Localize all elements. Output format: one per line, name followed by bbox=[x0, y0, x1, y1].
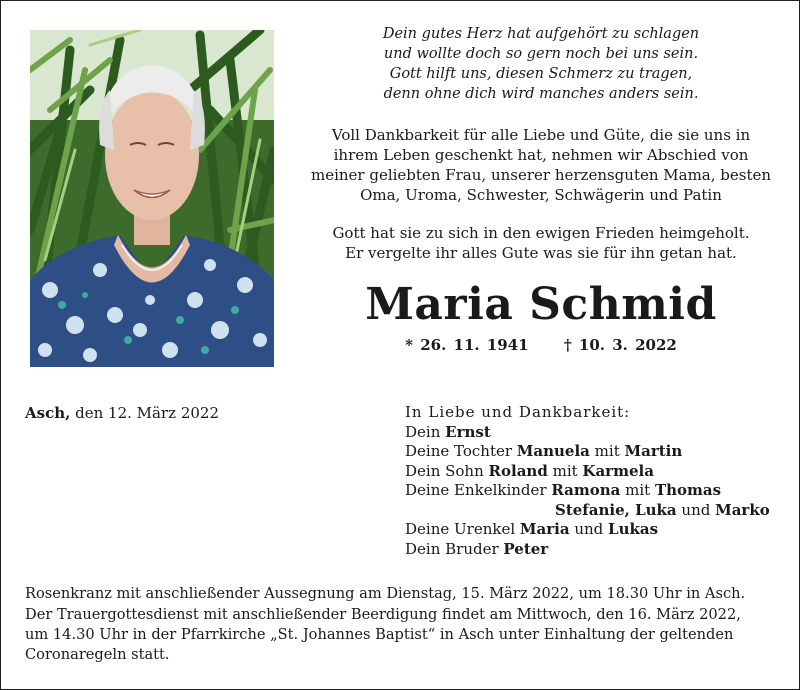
poem-line: und wollte doch so gern noch bei uns sein. bbox=[383, 46, 699, 62]
service-line: Rosenkranz mit anschließender Aussegnung am Dienstag, 15. März 2022, um 18.30 Uhr in Asch. bbox=[25, 585, 746, 602]
mourner-name: Ernst bbox=[445, 422, 491, 441]
mourner-line bbox=[405, 540, 770, 560]
notice-date: den 12. März 2022 bbox=[75, 404, 219, 422]
mourner-name: Maria bbox=[519, 520, 570, 538]
place: Asch, bbox=[25, 404, 71, 422]
mourner-name: Marko bbox=[715, 500, 770, 519]
relation-text: Deine Urenkel bbox=[405, 520, 520, 538]
memorial-poem bbox=[301, 24, 781, 104]
mourners-intro: In Liebe und Dankbarkeit: bbox=[405, 403, 631, 421]
mourner-name: Lukas bbox=[608, 520, 659, 538]
mourner-line bbox=[405, 442, 770, 462]
connector-text: mit bbox=[547, 461, 583, 480]
mourner-line bbox=[405, 481, 770, 501]
poem-line: Dein gutes Herz hat aufgehört zu schlagen bbox=[382, 26, 700, 42]
relation-text: Deine Tochter bbox=[405, 442, 517, 460]
mourner-name: Thomas bbox=[654, 481, 722, 499]
paragraph-line: Oma, Uroma, Schwester, Schwägerin und Patin bbox=[360, 186, 722, 204]
birth-date: * 26. 11. 1941 bbox=[405, 336, 529, 354]
death-date: † 10. 3. 2022 bbox=[563, 336, 677, 354]
connector-text: und bbox=[676, 500, 716, 519]
mourner-name: Manuela bbox=[516, 442, 590, 460]
relation-text: Dein Bruder bbox=[405, 539, 504, 558]
mourner-name: Ramona bbox=[551, 481, 621, 499]
portrait-photo bbox=[30, 30, 274, 367]
service-line: Der Trauergottesdienst mit anschließender Beerdigung findet am Mittwoch, den 16. März 2022, bbox=[25, 606, 741, 623]
service-line: um 14.30 Uhr in der Pfarrkirche „St. Johannes Baptist“ in Asch unter Einhaltung der geltenden bbox=[25, 626, 734, 643]
mourner-line bbox=[405, 423, 770, 443]
mourner-name: Stefanie, Luka bbox=[555, 500, 677, 519]
mourner-line bbox=[405, 520, 770, 540]
service-information bbox=[25, 584, 777, 665]
mourner-name: Karmela bbox=[582, 461, 654, 480]
poem-line: Gott hilft uns, diesen Schmerz zu tragen, bbox=[389, 66, 693, 82]
paragraph-line: meiner geliebten Frau, unserer herzensguten Mama, besten bbox=[310, 166, 772, 184]
relation-text: Dein bbox=[405, 422, 446, 441]
faith-paragraph bbox=[301, 223, 781, 263]
connector-text: mit bbox=[589, 442, 625, 460]
connector-text: mit bbox=[620, 481, 655, 499]
relation-text: Deine Enkelkinder bbox=[405, 481, 552, 499]
paragraph-line: Gott hat sie zu sich in den ewigen Frieden heimgeholt. bbox=[332, 224, 750, 242]
mourner-name: Martin bbox=[624, 442, 683, 460]
connector-text: und bbox=[569, 520, 609, 538]
deceased-name: Maria Schmid bbox=[365, 279, 717, 330]
mourner-name: Roland bbox=[488, 461, 548, 480]
paragraph-line: Voll Dankbarkeit für alle Liebe und Güte, die sie uns in bbox=[331, 126, 751, 144]
poem-line: denn ohne dich wird manches anders sein. bbox=[383, 86, 699, 102]
service-line: Coronaregeln statt. bbox=[25, 646, 170, 663]
paragraph-line: Er vergelte ihr alles Gute was sie für ihn getan hat. bbox=[345, 244, 737, 262]
gratitude-paragraph bbox=[301, 125, 781, 205]
relation-text: Dein Sohn bbox=[405, 461, 489, 480]
mourners-list bbox=[405, 403, 770, 559]
paragraph-line: ihrem Leben geschenkt hat, nehmen wir Abschied von bbox=[333, 146, 749, 164]
mourner-line bbox=[405, 501, 770, 521]
life-dates bbox=[301, 335, 781, 355]
place-and-date bbox=[25, 403, 219, 423]
mourner-line bbox=[405, 462, 770, 482]
mourner-name: Peter bbox=[503, 539, 549, 558]
